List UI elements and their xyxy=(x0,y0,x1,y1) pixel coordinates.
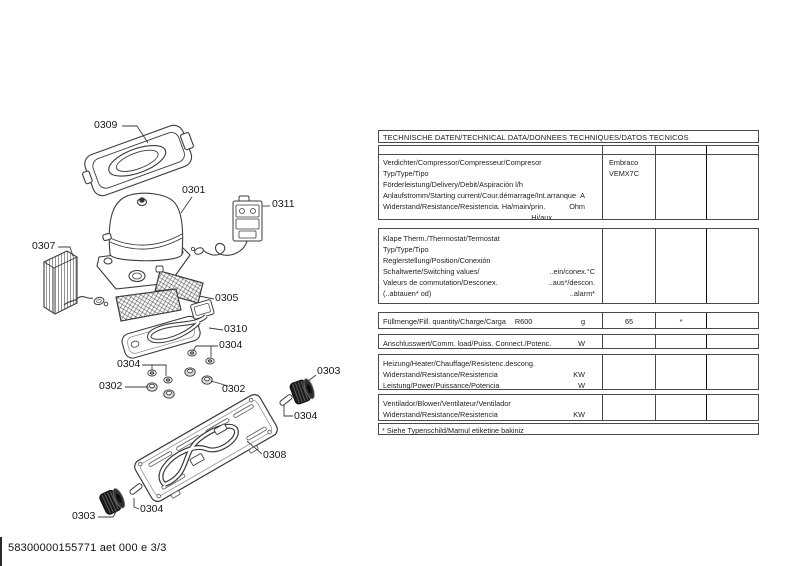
callout-0301: 0301 xyxy=(182,184,206,196)
table-line xyxy=(383,266,598,277)
row-label-cell xyxy=(379,229,602,303)
part-0304-pin-right xyxy=(279,394,293,407)
callout-0310: 0310 xyxy=(224,323,248,335)
value-cell xyxy=(602,229,655,303)
table-line xyxy=(383,233,598,244)
leader-0304-right xyxy=(284,405,293,416)
value-cell xyxy=(706,229,758,303)
row-label-cell xyxy=(379,395,602,420)
table-line xyxy=(383,398,598,409)
table-line xyxy=(383,168,598,179)
table-line xyxy=(383,277,598,288)
table-line xyxy=(383,255,598,266)
value-cell xyxy=(602,395,655,420)
table-footnote: * Siehe Typenschild/Mamul etiketine bakiniz xyxy=(378,423,759,435)
callout-0311: 0311 xyxy=(272,198,295,210)
label-text: Schaltwerte/Switching values/ xyxy=(383,267,480,276)
label-text: Reglerstellung/Position/Conexión xyxy=(383,256,491,265)
label-text: Widerstand/Resistance/Resistencia xyxy=(383,410,498,419)
switch-value-text: ..aus*/descon. xyxy=(548,278,595,287)
label-text: Widerstand/Resistance/Resistencia. Ha/main/prin. xyxy=(383,201,546,211)
row-label-cell xyxy=(379,155,602,219)
empty-cell xyxy=(655,146,706,155)
callout-0309: 0309 xyxy=(94,119,118,131)
part-0302-grommets xyxy=(147,368,212,398)
callout-0302-left: 0302 xyxy=(99,380,123,392)
value-cell xyxy=(655,155,706,219)
callout-0305: 0305 xyxy=(215,292,239,304)
unit-text: W xyxy=(578,339,585,348)
table-line xyxy=(383,380,598,389)
value-cell: 65 xyxy=(602,313,655,328)
value-cell xyxy=(602,355,655,389)
label-text: Anlaufstromm/Starting current/Cour.démarrage/Int.arranque xyxy=(383,190,577,200)
table-line xyxy=(383,179,598,190)
unit-text: KW xyxy=(573,370,585,379)
table-line xyxy=(383,157,598,168)
table-row-thermostat xyxy=(378,228,759,304)
callout-0302-mid: 0302 xyxy=(222,383,246,395)
refrigerant-text: R600 xyxy=(514,317,533,326)
unit-text: KW xyxy=(573,410,585,419)
leader-0304-bottom xyxy=(134,498,139,509)
empty-cell xyxy=(706,146,758,155)
callout-0308: 0308 xyxy=(263,449,287,461)
part-0308-base-plate xyxy=(132,392,282,507)
switch-value-text: ..ein/conex.°C xyxy=(549,267,595,276)
callout-0307: 0307 xyxy=(32,240,56,252)
label-text: Widerstand/Resistance/Resistencia xyxy=(383,370,498,379)
label-text: Verdichter/Compressor/Compresseur/Compresor xyxy=(383,157,542,167)
scan-edge-artifact xyxy=(0,537,2,566)
value-cell: * xyxy=(655,313,706,328)
unit-text: W xyxy=(578,381,585,389)
part-0309-drip-tray xyxy=(77,121,199,200)
label-text: Typ/Type/Tipo xyxy=(383,168,429,178)
document-code: 58300000155771 aet 000 e 3/3 xyxy=(8,542,167,554)
table-line xyxy=(383,358,598,369)
leader-0310 xyxy=(209,328,223,330)
part-0311-starter-relay xyxy=(191,196,262,255)
callout-0304-top: 0304 xyxy=(219,339,243,351)
empty-cell xyxy=(379,146,602,155)
table-row-connected-load xyxy=(378,334,759,349)
value-cell xyxy=(706,395,758,420)
table-title: TECHNISCHE DATEN/TECHNICAL DATA/DONNEES TECHNIQUES/DATOS TECNICOS xyxy=(378,130,759,143)
label-text: Förderleistung/Delivery/Debit/Aspiración l/h xyxy=(383,179,523,189)
table-row-heater xyxy=(378,354,759,390)
table-line xyxy=(383,338,598,348)
leader-0305 xyxy=(199,296,214,299)
table-line xyxy=(383,288,598,299)
table-line xyxy=(383,409,598,420)
value-cell xyxy=(655,395,706,420)
label-text: Anschlusswert/Comm. load/Puiss. Connect./Potenc. xyxy=(383,339,552,348)
row-label-cell xyxy=(379,355,602,389)
unit-text: g xyxy=(580,317,585,326)
label-text: Heizung/Heater/Chauffage/Resistenc.descong. xyxy=(383,359,535,368)
callout-0304-right: 0304 xyxy=(294,410,318,422)
value-cell xyxy=(655,229,706,303)
callout-0304-bottom: 0304 xyxy=(140,503,164,515)
value-cell xyxy=(706,335,758,348)
label-text: Valeurs de commutation/Desconex. xyxy=(383,278,498,287)
value-cell xyxy=(706,313,758,328)
value-cell xyxy=(655,355,706,389)
table-line xyxy=(383,369,598,380)
label-text: Klape Therm./Thermostat/Termostat xyxy=(383,234,500,243)
part-0303-roller-right xyxy=(289,377,317,405)
row-label-cell xyxy=(379,313,602,328)
technical-data-table xyxy=(378,130,759,435)
switch-value-text: ..alarm* xyxy=(569,289,595,298)
table-row-compressor xyxy=(378,145,759,220)
table-line xyxy=(383,212,598,220)
leader-0301 xyxy=(181,197,192,213)
part-0303-roller-bottom xyxy=(98,487,127,516)
leader-0304-top xyxy=(193,346,218,357)
part-0304-pin-bottom xyxy=(129,483,143,496)
label-text: Typ/Type/Tipo xyxy=(383,245,429,254)
label-text: Füllmenge/Fill. quantity/Charge/Carga xyxy=(383,317,506,326)
value-cell: Embraco VEMX7C xyxy=(602,155,655,219)
unit-text: A xyxy=(580,190,585,200)
part-0301-compressor xyxy=(97,193,190,289)
callout-0304-left: 0304 xyxy=(117,358,141,370)
value-cell xyxy=(602,335,655,348)
row-label-cell xyxy=(379,335,602,348)
unit-text: Ohm xyxy=(569,201,585,211)
callout-0303-right: 0303 xyxy=(317,365,341,377)
table-line xyxy=(383,316,598,327)
value-cell xyxy=(706,355,758,389)
leader-0303-right xyxy=(307,375,316,382)
unit-text: Hi/aux. xyxy=(531,212,554,219)
callout-0303-bottom: 0303 xyxy=(72,510,96,522)
table-line xyxy=(383,244,598,255)
table-row-filling-quantity xyxy=(378,312,759,329)
empty-cell xyxy=(602,146,655,155)
table-line xyxy=(383,190,598,201)
table-line xyxy=(383,201,598,212)
table-row-fan xyxy=(378,394,759,421)
label-text: (..abtauen* od) xyxy=(383,289,432,298)
value-cell xyxy=(706,155,758,219)
label-text: Leistung/Power/Puissance/Potencia xyxy=(383,381,500,389)
label-text: Ventilador/Blower/Ventilateur/Ventilador xyxy=(383,399,511,408)
value-cell xyxy=(655,335,706,348)
